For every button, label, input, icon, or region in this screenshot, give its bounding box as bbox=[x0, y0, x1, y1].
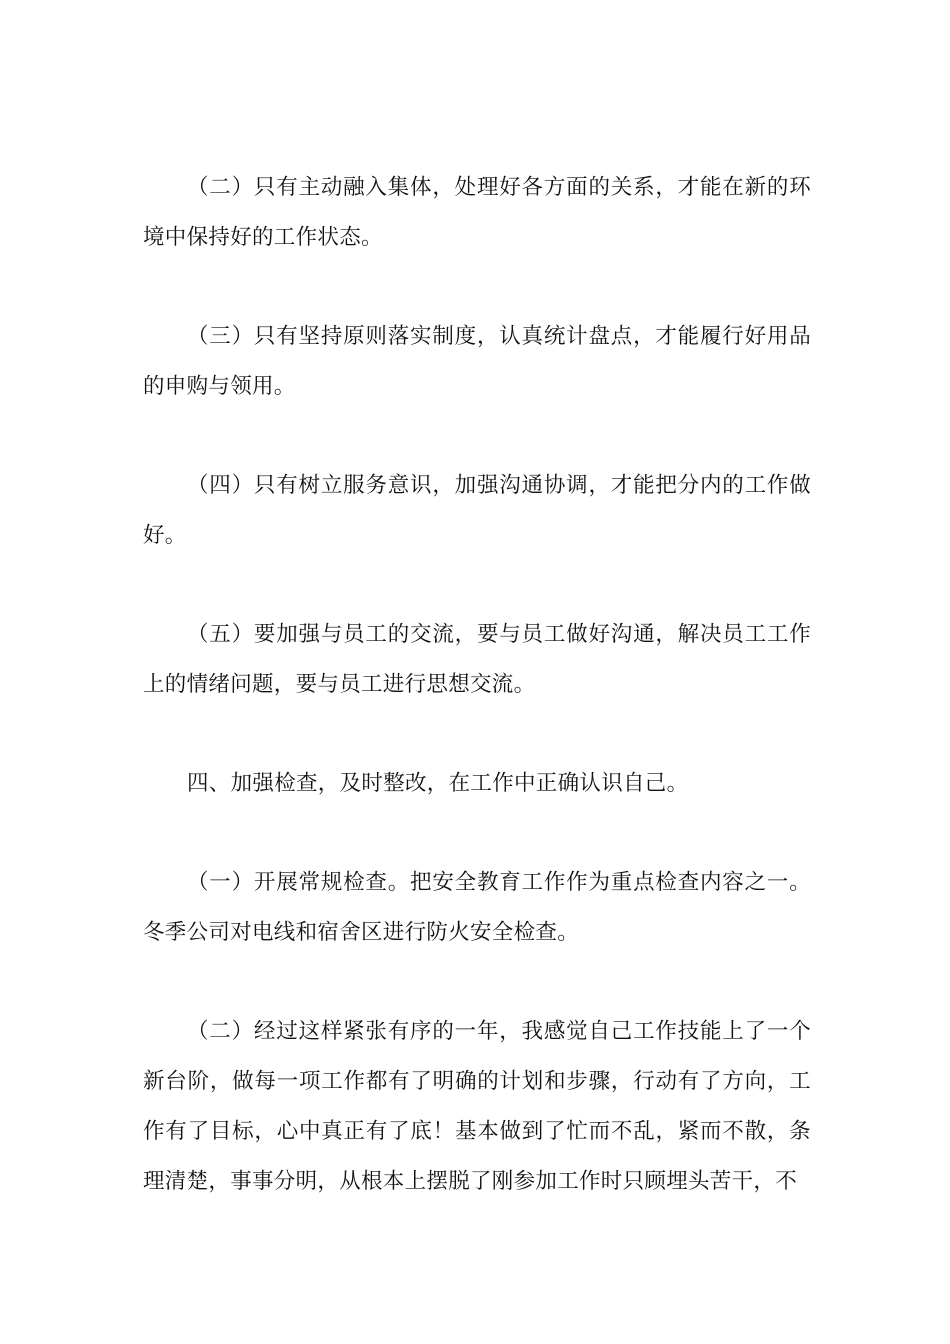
paragraph-1: （二）只有主动融入集体，处理好各方面的关系，才能在新的环境中保持好的工作状态。 bbox=[143, 175, 811, 250]
section-heading: 四、加强检查，及时整改，在工作中正确认识自己。 bbox=[187, 771, 689, 796]
paragraph-6: （一）开展常规检查。把安全教育工作作为重点检查内容之一。冬季公司对电线和宿舍区进行防火安全检查。 bbox=[143, 870, 811, 945]
paragraph-3: （四）只有树立服务意识，加强沟通协调，才能把分内的工作做好。 bbox=[143, 473, 811, 548]
paragraph-2: （三）只有坚持原则落实制度，认真统计盘点，才能履行好用品的申购与领用。 bbox=[143, 324, 811, 399]
paragraph-7: （二）经过这样紧张有序的一年，我感觉自己工作技能上了一个新台阶，做每一项工作都有了明确的计划和步骤，行动有了方向，工作有了目标，心中真正有了底！基本做到了忙而不乱，紧而不散，条理清楚，事事分明，从根本上摆脱了刚参加工作时只顾埋头苦干，不 bbox=[143, 1019, 811, 1194]
paragraph-4: （五）要加强与员工的交流，要与员工做好沟通，解决员工工作上的情绪问题，要与员工进行思想交流。 bbox=[143, 622, 811, 697]
